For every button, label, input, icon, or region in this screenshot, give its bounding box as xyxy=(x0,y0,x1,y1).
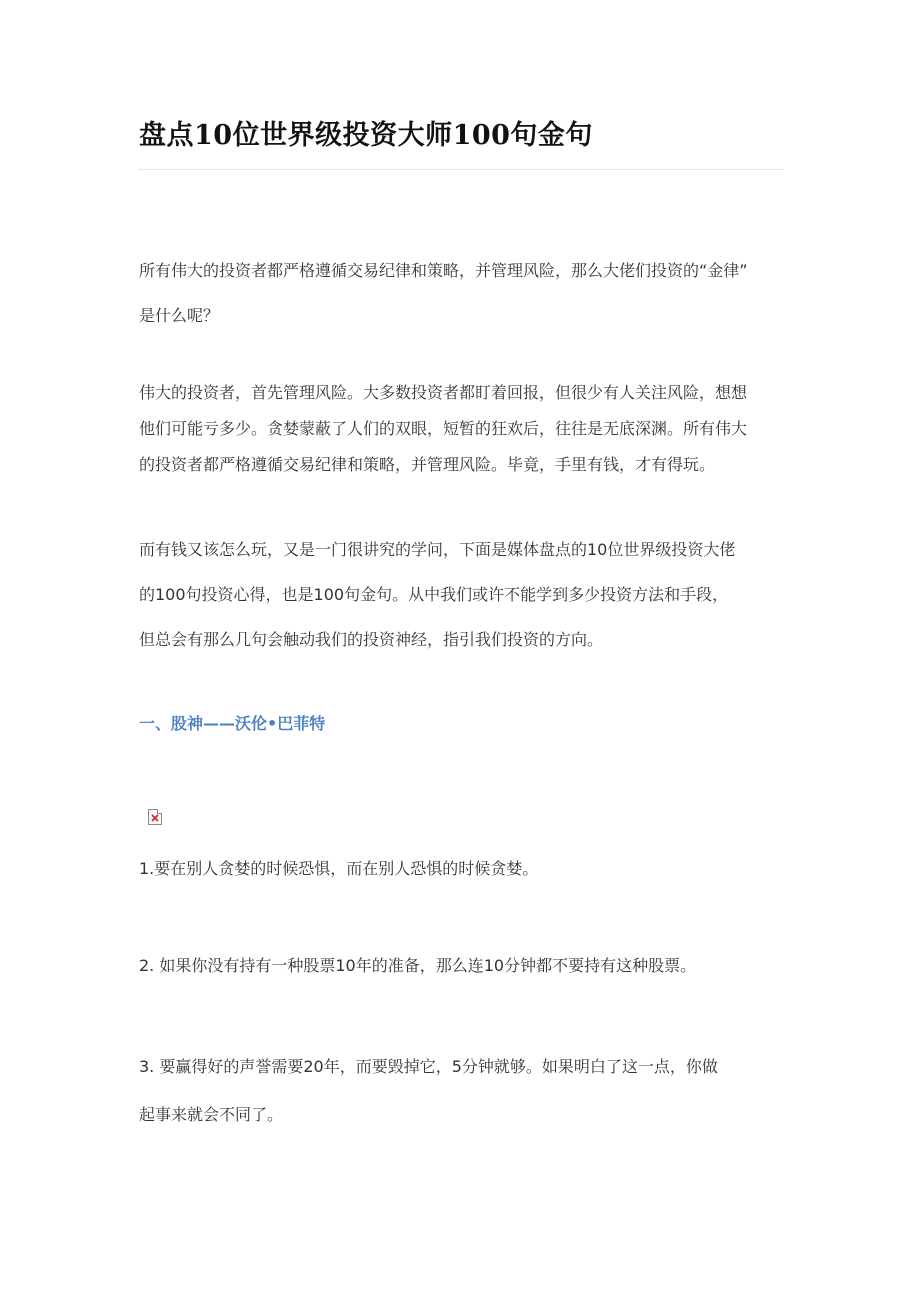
quote-line: 3. 要赢得好的声誉需要20年，而要毁掉它，5分钟就够。如果明白了这一点，你做 xyxy=(139,1057,718,1076)
paragraph-line: 但总会有那么几句会触动我们的投资神经，指引我们投资的方向。 xyxy=(139,630,604,649)
paragraph-line: 他们可能亏多少。贪婪蒙蔽了人们的双眼，短暂的狂欢后，往往是无底深渊。所有伟大 xyxy=(139,419,748,438)
paragraph-line: 是什么呢？ xyxy=(139,306,220,325)
intro-paragraph xyxy=(139,248,789,338)
paragraph-line: 而有钱又该怎么玩，又是一门很讲究的学问，下面是媒体盘点的10位世界级投资大佬 xyxy=(139,540,736,559)
paragraph-line: 的100句投资心得，也是100句金句。从中我们或许不能学到多少投资方法和手段， xyxy=(139,585,729,604)
title-divider xyxy=(139,169,783,170)
section-heading-buffett: 一、股神——沃伦•巴菲特 xyxy=(139,714,326,733)
paragraph-line: 的投资者都严格遵循交易纪律和策略，并管理风险。毕竟，手里有钱，才有得玩。 xyxy=(139,455,716,474)
quote-item xyxy=(139,950,789,982)
risk-paragraph xyxy=(139,375,789,483)
quote-line: 1.要在别人贪婪的时候恐惧，而在别人恐惧的时候贪婪。 xyxy=(139,859,539,878)
article-title: 盘点10位世界级投资大师100句金句 xyxy=(139,120,593,151)
broken-image-icon xyxy=(148,809,162,825)
summary-paragraph xyxy=(139,527,789,662)
quote-line: 起事来就会不同了。 xyxy=(139,1105,284,1124)
quote-line: 2. 如果你没有持有一种股票10年的准备，那么连10分钟都不要持有这种股票。 xyxy=(139,956,697,975)
quote-item xyxy=(139,1043,789,1139)
paragraph-line: 所有伟大的投资者都严格遵循交易纪律和策略，并管理风险，那么大佬们投资的“金律” xyxy=(139,261,748,280)
quote-item xyxy=(139,853,789,885)
paragraph-line: 伟大的投资者，首先管理风险。大多数投资者都盯着回报，但很少有人关注风险，想想 xyxy=(139,383,748,402)
